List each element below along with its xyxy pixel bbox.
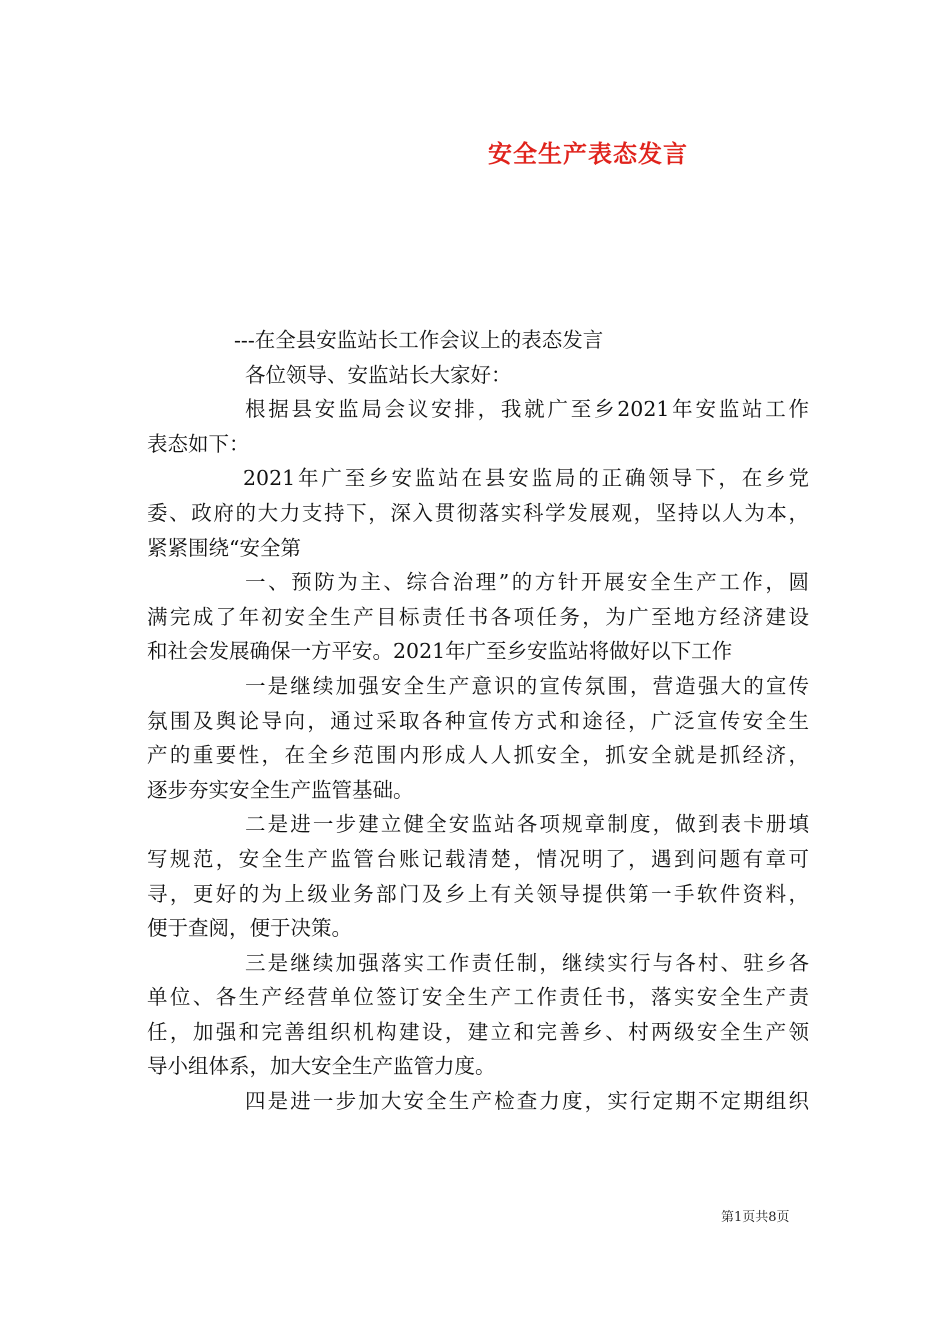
paragraph-line: 根据县安监局会议安排，我就广至乡2021年安监站工作: [245, 397, 809, 422]
paragraph-line: 寻，更好的为上级业务部门及乡上有关领导提供第一手软件资料，: [147, 881, 809, 906]
paragraph-line: 产的重要性，在全乡范围内形成人人抓安全，抓安全就是抓经济，: [147, 743, 809, 768]
subtitle-line: ---在全县安监站长工作会议上的表态发言: [234, 328, 604, 352]
paragraph-line: 三是继续加强落实工作责任制，继续实行与各村、驻乡各: [245, 950, 809, 975]
paragraph-line: 便于查阅，便于决策。: [147, 916, 352, 941]
document-body: [147, 323, 809, 1119]
paragraph-line: 和社会发展确保一方平安。2021年广至乡安监站将做好以下工作: [147, 639, 733, 664]
paragraph-line: 二是进一步建立健全安监站各项规章制度，做到表卡册填: [245, 812, 809, 837]
paragraph-lines: [147, 392, 809, 1118]
paragraph-line: 2021年广至乡安监站在县安监局的正确领导下，在乡党: [243, 466, 809, 491]
paragraph-line: 委、政府的大力支持下，深入贯彻落实科学发展观，坚持以人为本，: [147, 500, 809, 525]
paragraph-line: 写规范，安全生产监管台账记载清楚，情况明了，遇到问题有章可: [147, 846, 809, 871]
paragraph-line: 一是继续加强安全生产意识的宣传氛围，营造强大的宣传: [245, 673, 809, 698]
paragraph-line: 表态如下：: [147, 431, 250, 456]
document-title: 安全生产表态发言: [488, 139, 688, 168]
paragraph-line: 四是进一步加大安全生产检查力度，实行定期不定期组织: [245, 1089, 809, 1114]
paragraph-line: 导小组体系，加大安全生产监管力度。: [147, 1054, 496, 1079]
paragraph-line: 任，加强和完善组织机构建设，建立和完善乡、村两级安全生产领: [147, 1019, 809, 1044]
paragraph-line: 单位、各生产经营单位签订安全生产工作责任书，落实安全生产责: [147, 985, 809, 1010]
paragraph-line: 满完成了年初安全生产目标责任书各项任务，为广至地方经济建设: [147, 604, 809, 629]
page-number: 第1页共8页: [721, 1210, 790, 1225]
paragraph-line: 紧紧围绕“安全第: [147, 535, 301, 560]
paragraph-line: 逐步夯实安全生产监管基础。: [147, 777, 414, 802]
greeting-line: 各位领导、安监站长大家好：: [245, 362, 512, 387]
paragraph-line: 一、预防为主、综合治理”的方针开展安全生产工作，圆: [245, 570, 809, 595]
paragraph-line: 氛围及舆论导向，通过采取各种宣传方式和途径，广泛宣传安全生: [147, 708, 809, 733]
